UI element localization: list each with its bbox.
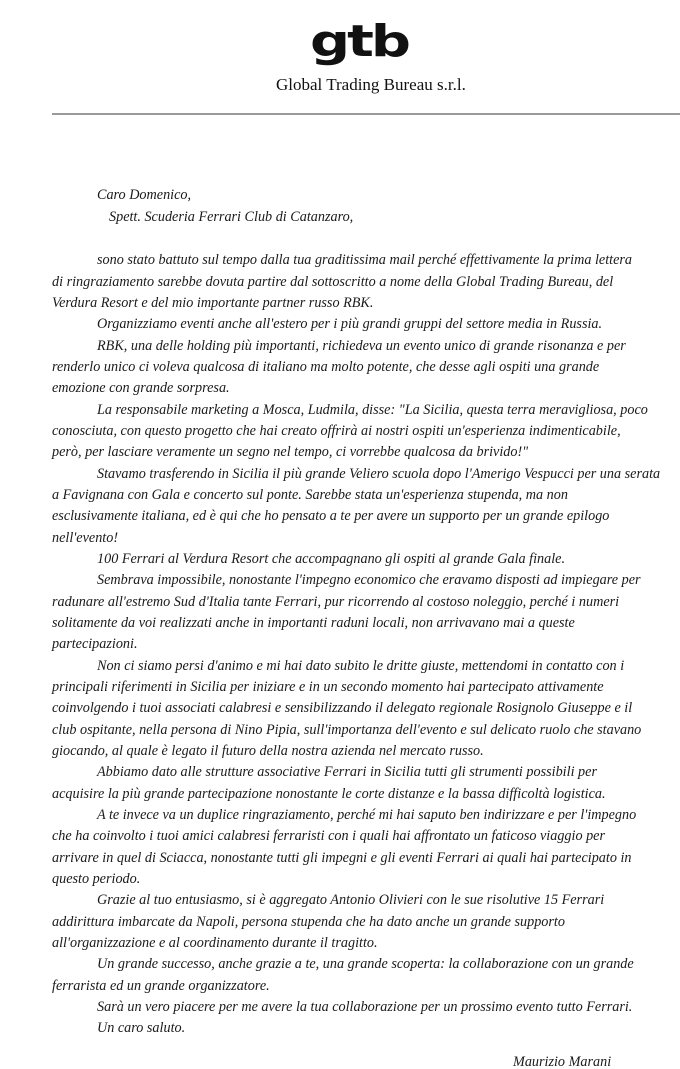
letter-line: 100 Ferrari al Verdura Resort che accompagnano gli ospiti al grande Gala finale.: [97, 551, 566, 567]
letter-line: club ospitante, nella persona di Nino Pipia, sull'importanza dell'evento e sul delicato ruolo che stavano: [52, 722, 642, 738]
letter-line: Un grande successo, anche grazie a te, una grande scoperta: la collaborazione con un grande: [97, 956, 634, 972]
letter-line: esclusivamente italiana, ed è qui che ho pensato a te per avere un supporto per un grande epilogo: [52, 508, 610, 524]
letter-line: acquisire la più grande partecipazione nonostante le corte distanze e la bassa difficoltà logistica.: [52, 786, 606, 802]
closing-line: Un caro saluto.: [97, 1020, 186, 1036]
letter-line: questo periodo.: [52, 871, 141, 887]
letter-line: emozione con grande sorpresa.: [52, 380, 230, 396]
letter-line: Abbiamo dato alle strutture associative Ferrari in Sicilia tutti gli strumenti possibili per: [97, 764, 597, 780]
letter-line: di ringraziamento sarebbe dovuta partire dal sottoscritto a nome della Global Trading Bureau, del: [52, 274, 614, 290]
letter-line: principali riferimenti in Sicilia per iniziare e in un secondo momento hai partecipato attivamente: [52, 679, 604, 695]
letter-line: renderlo unico ci voleva qualcosa di italiano ma molto potente, che desse agli ospiti una grande: [52, 359, 600, 375]
letter-line: Non ci siamo persi d'animo e mi hai dato subito le dritte giuste, mettendomi in contatto con i: [97, 658, 625, 674]
signature: Maurizio Marani: [513, 1054, 612, 1069]
letter-line: La responsabile marketing a Mosca, Ludmila, disse: "La Sicilia, questa terra meravigliosa, poco: [97, 402, 648, 418]
letter-line: giocando, al quale è legato il futuro della nostra azienda nel mercato russo.: [52, 743, 484, 759]
letter-line: Organizziamo eventi anche all'estero per i più grandi gruppi del settore media in Russia.: [97, 316, 603, 332]
letter-line: che ha coinvolto i tuoi amici calabresi ferraristi con i quali hai affrontato un faticoso viaggio per: [52, 828, 605, 844]
company-name: Global Trading Bureau s.r.l.: [276, 75, 466, 94]
letter-line: Sembrava impossibile, nonostante l'impegno economico che eravamo disposti ad impiegare per: [97, 572, 641, 588]
letter-line: addirittura imbarcate da Napoli, persona stupenda che ha dato anche un grande supporto: [52, 914, 565, 930]
letter-line: però, per lasciare veramente un segno nel tempo, ci vorrebbe qualcosa da brivido!": [52, 444, 529, 460]
letter-line: Stavamo trasferendo in Sicilia il più grande Veliero scuola dopo l'Amerigo Vespucci per una serata: [97, 466, 661, 482]
addressee-line: Spett. Scuderia Ferrari Club di Catanzaro,: [109, 209, 354, 225]
letter-line: arrivare in quel di Sciacca, nonostante tutti gli impegni e gli eventi Ferrari ai quali hai partecipato in: [52, 850, 632, 866]
letter-line: Verdura Resort e del mio importante partner russo RBK.: [52, 295, 374, 311]
letter-line: radunare all'estremo Sud d'Italia tante Ferrari, pur ricorrendo al costoso noleggio, perché i numeri: [52, 594, 620, 610]
letter-line: a Favignana con Gala e concerto sul ponte. Sarebbe stata un'esperienza stupenda, ma non: [52, 487, 568, 503]
letter-line: solitamente da voi realizzati anche in importanti raduni locali, non arrivavano mai a queste: [52, 615, 575, 631]
gtb-logo: gtb: [310, 16, 408, 67]
letter-line: conosciuta, con questo progetto che hai creato offrirà ai nostri ospiti un'esperienza indimenticabile,: [52, 423, 621, 439]
letter-line: coinvolgendo i tuoi associati calabresi e sensibilizzando il delegato regionale Rosignolo Giuseppe e il: [52, 700, 633, 716]
letter-line: all'organizzazione e al coordinamento durante il tragitto.: [52, 935, 378, 951]
greeting-line: Caro Domenico,: [97, 187, 192, 203]
letter-line: A te invece va un duplice ringraziamento, perché mi hai saputo ben indirizzare e per l'impegno: [97, 807, 637, 823]
letter-line: nell'evento!: [52, 530, 119, 546]
letter-line: partecipazioni.: [52, 636, 138, 652]
letter-line: ferrarista ed un grande organizzatore.: [52, 978, 270, 994]
letter-line: RBK, una delle holding più importanti, richiedeva un evento unico di grande risonanza e per: [97, 338, 626, 354]
letter-line: sono stato battuto sul tempo dalla tua graditissima mail perché effettivamente la prima lettera: [97, 252, 633, 268]
letter-line: Grazie al tuo entusiasmo, si è aggregato Antonio Olivieri con le sue risolutive 15 Ferrari: [97, 892, 605, 908]
letter-line: Sarà un vero piacere per me avere la tua collaborazione per un prossimo evento tutto Ferrari.: [97, 999, 633, 1015]
